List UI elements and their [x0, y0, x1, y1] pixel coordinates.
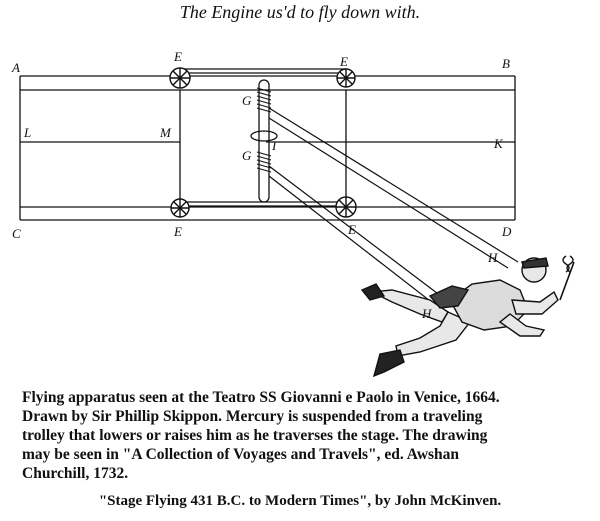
label-d: D	[502, 224, 512, 239]
caption-line: Churchill, 1732.	[22, 465, 129, 482]
rope-upper-outer	[269, 108, 518, 262]
caption-line: may be seen in "A Collection of Voyages and Travels", ed. Awshan	[22, 446, 460, 463]
credit-line: "Stage Flying 431 B.C. to Modern Times", by John McKinven.	[98, 493, 502, 509]
label-e-bottom-right: E	[348, 222, 356, 237]
label-e-top-left: E	[174, 49, 182, 64]
wheel-top-left	[170, 68, 190, 88]
wheel-bottom-right	[336, 197, 356, 217]
engine-title: The Engine us'd to fly down with.	[179, 2, 421, 22]
label-c: C	[12, 226, 21, 241]
label-a: A	[12, 60, 20, 75]
caption-line: Drawn by Sir Phillip Skippon. Mercury is suspended from a traveling	[22, 408, 483, 425]
label-e-top-right: E	[340, 54, 348, 69]
caption-line: Flying apparatus seen at the Teatro SS Giovanni e Paolo in Venice, 1664.	[22, 389, 500, 406]
wheel-bottom-left	[171, 199, 189, 217]
wheel-top-right	[337, 69, 355, 87]
label-b: B	[502, 56, 510, 71]
label-l: L	[24, 125, 32, 140]
caption	[22, 388, 582, 483]
label-h-lower: H	[422, 306, 432, 321]
label-g-lower: G	[242, 148, 252, 163]
rope-lower-inner	[269, 176, 452, 318]
caption-line: trolley that lowers or raises him as he traverses the stage. The drawing	[22, 427, 488, 444]
label-e-bottom-left: E	[174, 224, 182, 239]
label-m: M	[160, 125, 171, 140]
label-k: K	[494, 136, 503, 151]
label-i: I	[272, 138, 277, 153]
mercury-figure	[362, 256, 574, 376]
label-g-upper: G	[242, 93, 252, 108]
label-h-upper: H	[488, 250, 498, 265]
